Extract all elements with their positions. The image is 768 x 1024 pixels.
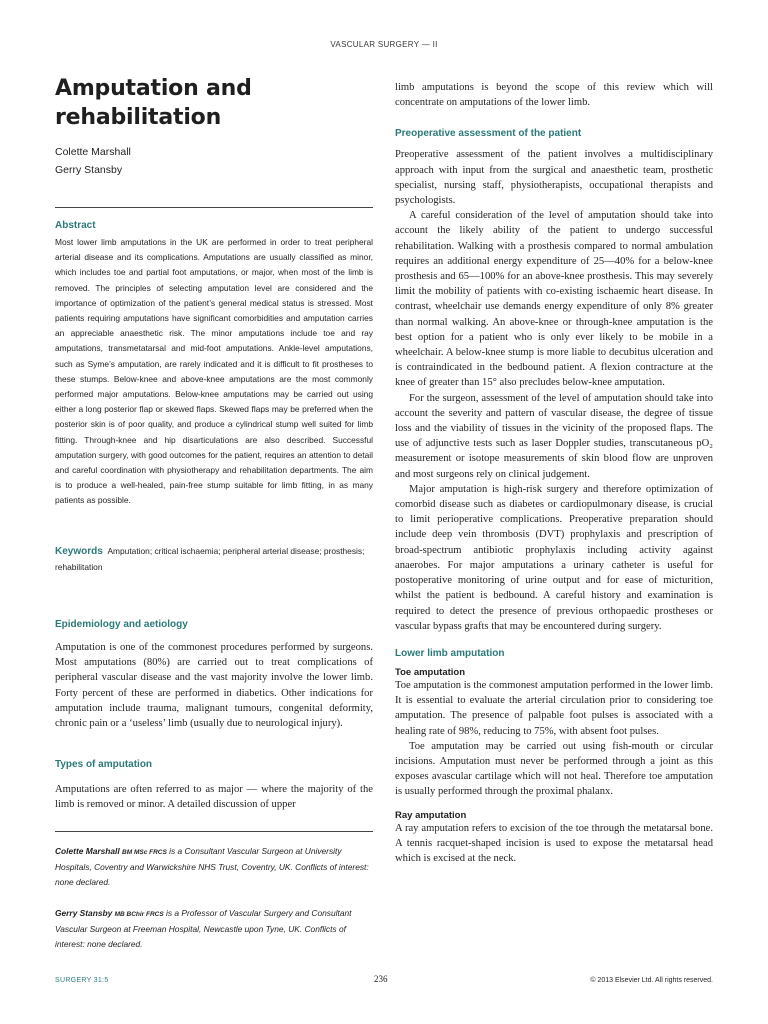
author-2: Gerry Stansby <box>55 164 123 176</box>
lower-limb-heading: Lower limb amputation <box>395 647 505 659</box>
keywords-label: Keywords <box>55 546 103 557</box>
title-line-1: Amputation and <box>55 76 252 101</box>
ray-paragraph: A ray amputation refers to excision of the toe through the metatarsal bone. A tennis racquet-shaped incision is used to expose the metatarsal head which is excised at the neck. <box>395 822 713 864</box>
footnote-divider <box>55 831 373 832</box>
epidemiology-text: Amputation is one of the commonest procedures performed by surgeons. Most amputations (80%) are carried out to treat complications of peripheral vascular disease and the vast majority involve the lower limb. Forty percent of these are performed in diabetics. Other indications for amputation include trauma, malignant tumours, congenital deformity, chronic pain or a ‘useless’ limb (usually due to neurological injury). <box>55 642 373 730</box>
toe-heading: Toe amputation <box>395 666 466 678</box>
toe-paragraph-1: Toe amputation is the commonest amputation performed in the lower limb. It is essential to evaluate the arterial circulation prior to considering toe amputation. The presence of palpable foot pulses is associated with a healing rate of 98%, reducing to 75%, with absent foot pulses. <box>395 679 713 737</box>
keywords <box>55 544 373 574</box>
ray-heading: Ray amputation <box>395 809 467 821</box>
footnote-text: is a Consultant Vascular Surgeon at University Hospitals, Coventry and Warwickshire NHS Trust, Coventry, UK. Conflicts of interest: none declared. <box>55 846 369 887</box>
types-heading: Types of amputation <box>55 759 153 770</box>
continuation-text: limb amputations is beyond the scope of this review which will concentrate on amputations of the lower limb. <box>395 82 713 109</box>
abstract-heading: Abstract <box>55 220 96 231</box>
left-column <box>55 74 373 949</box>
preop-paragraph-1: Preoperative assessment of the patient involves a multidisciplinary approach with input from the surgical and anaesthetic team, prosthetic specialist, nursing staff, physiotherapists, occupational therapists and psychologists. <box>395 149 713 207</box>
author-1: Colette Marshall <box>55 146 131 158</box>
preop-paragraph-3: For the surgeon, assessment of the level of amputation should take into account the severity and pattern of vascular disease, the degree of tissue loss and the viability of tissues in the vicinity of the proposed flaps. The use of adjunctive tests such as laser Doppler studies, transcutaneous pO₂ measurement or isotope measurements of skin blood flow are unproven and most surgeons rely on clinical judgement. <box>395 392 713 480</box>
running-head: VASCULAR SURGERY — II <box>330 40 438 49</box>
right-column <box>395 80 713 866</box>
preop-paragraph-2: A careful consideration of the level of amputation should take into account the likely ability of the patient to undergo successful rehabilitation. Walking with a prosthesis compared to normal ambulation requires an additional energy expenditure of 25—40% for a below-knee prosthesis and 65—100% for an above-knee prosthesis. This may severely limit the mobility of patients with co-existing ischaemic heart disease. In contrast, wheelchair use demands energy expenditure of only 8% greater than normal walking. An above-knee or through-knee amputation is the best option for a patient who is only ever likely to be mobile in a wheelchair. A below-knee stump is more liable to decubitus ulceration and is contraindicated in the bedbound patient. A flexion contracture at the knee of greater than 15° also precludes below-knee amputation. <box>395 210 713 389</box>
preop-paragraph-4: Major amputation is high-risk surgery and therefore optimization of comorbid disease such as diabetes or cardiopulmonary disease, is crucial to limit perioperative complications. Preoperative preparation should include deep vein thrombosis (DVT) prophylaxis and prescription of broad-spectrum antibiotic prophylaxis including activity against anaerobes. For major amputations a urinary catheter is useful for postoperative monitoring of urine output and for ease of micturition, whilst the patient is bedbound. A careful history and examination is required to detect the presence of previous orthopaedic prostheses or vascular bypass grafts that may be encountered during surgery. <box>395 483 713 632</box>
keywords-text: Amputation; critical ischaemia; peripheral arterial disease; prosthesis; rehabilitation <box>55 546 365 572</box>
footer-copyright: © 2013 Elsevier Ltd. All rights reserved. <box>590 977 713 984</box>
footnote-text: is a Professor of Vascular Surgery and Consultant Vascular Surgeon at Freeman Hospital, Newcastle upon Tyne, UK. Conflicts of interest: none declared. <box>55 908 352 949</box>
author-footnote-2 <box>55 906 373 952</box>
footer-journal: SURGERY 31:5 <box>55 977 109 984</box>
footnote-name: Gerry Stansby <box>55 908 113 918</box>
title-line-2: rehabilitation <box>55 105 222 130</box>
article-title <box>55 74 373 132</box>
footnote-name: Colette Marshall <box>55 846 120 856</box>
author-footnote-1 <box>55 844 373 890</box>
footnote-degrees: BM MSc FRCS <box>122 849 167 856</box>
abstract-divider <box>55 207 373 208</box>
epidemiology-heading: Epidemiology and aetiology <box>55 619 188 630</box>
footer-page-number: 236 <box>374 974 388 984</box>
preop-heading: Preoperative assessment of the patient <box>395 128 582 140</box>
abstract-text: Most lower limb amputations in the UK are performed in order to treat peripheral arterial disease and its complications. Amputations are usually classified as minor, which includes toe and partial foot amputations, or major, when most of the limb is removed. The principles of selecting amputation level are considered and the importance of optimization of the patient’s general medical status is stressed. Most patients requiring amputations have significant comorbidities and amputation carries an appreciable anaesthetic risk. The minor amputations include toe and ray amputations, transmetatarsal and mid-foot amputations. Ankle-level amputations, such as Syme’s amputation, are rarely indicated and it is difficult to fit prostheses to these stumps. Below-knee and above-knee amputations are the most commonly performed major amputations. Below-knee amputations may be carried out using either a long posterior flap or skewed flaps. Skewed flaps may be preferred when the posterior skin is of poor quality, and produce a cylindrical stump well suited for limb fitting. Through-knee and hip disarticulations are also described. Successful amputation surgery, with good outcomes for the patient, requires an attention to detail and careful coordination with physiotherapy and rehabilitation departments. The aim is to produce a well-healed, pain-free stump suitable for limb fitting, in as many patients as possible. <box>55 237 373 506</box>
types-text: Amputations are often referred to as major — where the majority of the limb is removed or minor. A detailed discussion of upper <box>55 784 373 811</box>
toe-paragraph-2: Toe amputation may be carried out using fish-mouth or circular incisions. Amputation must never be performed through a joint as this exposes avascular cartilage which will not heal. Therefore toe amputation is usually performed through the proximal phalanx. <box>395 740 713 798</box>
footnote-degrees: MB BChir FRCS <box>114 911 164 918</box>
